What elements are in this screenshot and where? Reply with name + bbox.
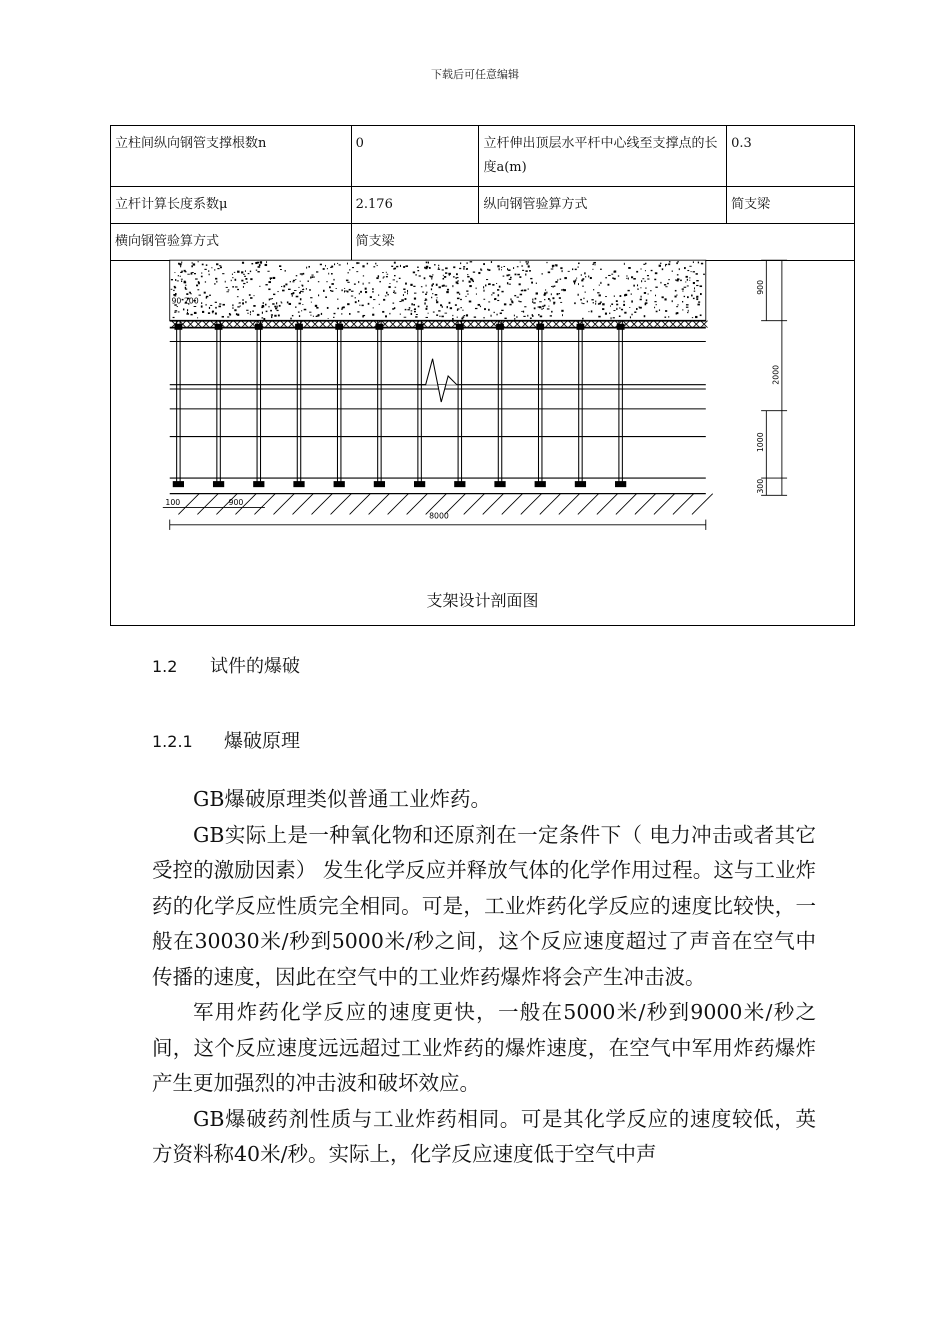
label-dim-2000: 2000 xyxy=(771,364,781,385)
table-cell: 横向钢管验算方式 xyxy=(111,224,352,261)
table-row xyxy=(111,187,855,224)
label-dim-900-right: 900 xyxy=(755,279,765,295)
table-cell: 0.3 xyxy=(727,126,855,187)
label-dim-1000: 1000 xyxy=(755,432,765,453)
table-cell: 2.176 xyxy=(351,187,479,224)
paragraph: GB实际上是一种氧化物和还原剂在一定条件下（ 电力冲击或者其它受控的激励因素） 发生化学反应并释放气体的化学作用过程。这与工业炸药的化学反应性质完全相同。可是，工业炸药化学反应的速度比较快，一般在30030米/秒到5000米/秒之间，这个反应速度超过了声音在空气中传播的速度，因此在空气中的工业炸药爆炸将会产生冲击波。 xyxy=(152,822,816,989)
table-cell: 立杆伸出顶层水平杆中心线至支撑点的长度a(m) xyxy=(479,126,727,187)
label-dim-300: 300 xyxy=(755,478,765,494)
page-header: 下载后可任意编辑 xyxy=(431,68,519,81)
label-dim-8000: 8000 xyxy=(429,511,449,521)
section-title: 爆破原理 xyxy=(224,730,301,752)
section-number: 1.2.1 xyxy=(152,732,193,751)
table-cell: 简支梁 xyxy=(351,224,854,261)
table-cell: 纵向钢管验算方式 xyxy=(479,187,727,224)
body-text xyxy=(152,782,816,1173)
table-cell: 立柱间纵向钢管支撑根数n xyxy=(111,126,352,187)
label-dim-100: 100 xyxy=(165,497,181,507)
table-cell: 0 xyxy=(351,126,479,187)
paragraph: 军用炸药化学反应的速度更快，一般在5000米/秒到9000米/秒之间，这个反应速度远远超过工业炸药的爆炸速度，在空气中军用炸药爆炸产生更加强烈的冲击波和破坏效应。 xyxy=(152,1000,816,1095)
table-cell: 简支梁 xyxy=(727,187,855,224)
figure-box xyxy=(110,249,855,626)
label-top-left: 90 200 xyxy=(171,296,199,306)
paragraph: GB爆破药剂性质与工业炸药相同。可是其化学反应的速度较低，英方资料称40米/秒。实际上，化学反应速度低于空气中声 xyxy=(152,1106,816,1166)
section-heading-1-2 xyxy=(152,652,300,678)
paragraph: GB爆破原理类似普通工业炸药。 xyxy=(193,787,491,811)
section-heading-1-2-1 xyxy=(152,726,300,753)
figure-caption: 支架设计剖面图 xyxy=(426,591,539,610)
table-cell: 立杆计算长度系数μ xyxy=(111,187,352,224)
label-dim-900: 900 xyxy=(228,497,244,507)
parameter-table xyxy=(110,125,855,261)
formwork-section-drawing xyxy=(161,255,801,536)
section-title: 试件的爆破 xyxy=(210,656,300,677)
section-number: 1.2 xyxy=(152,657,178,676)
table-row xyxy=(111,126,855,187)
